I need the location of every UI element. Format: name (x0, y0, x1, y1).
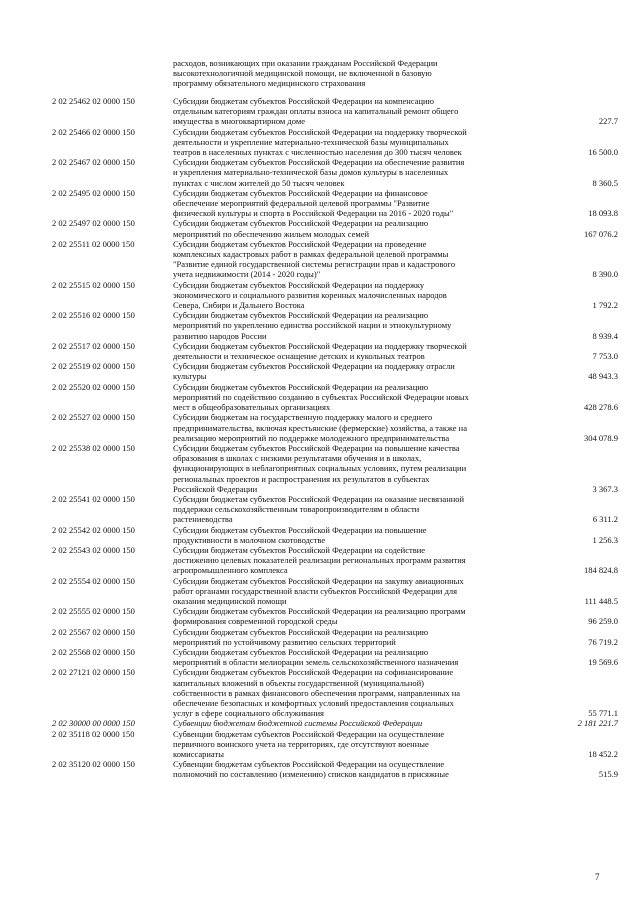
row-amount: 96 259.0 (588, 616, 618, 627)
description-line: Субсидии бюджетам субъектов Российской Федерации на компенсацию (173, 96, 434, 106)
description-line: работ органами государственной власти субъектов Российской Федерации для (173, 585, 458, 596)
description-line: Субсидии бюджетам субъектов Российской Федерации на обеспечение развития (173, 157, 465, 168)
description-line: Субвенции бюджетам бюджетной системы Российской Федерации (173, 718, 423, 729)
description-line: развитию народов России (173, 330, 267, 341)
budget-code: 2 02 25511 02 0000 150 (52, 238, 135, 249)
description-line: пунктах с числом жителей до 50 тысяч человек (173, 177, 345, 188)
row-amount: 1 792.2 (592, 300, 618, 311)
description-line: "Развитие единой государственной системы регистрации прав и кадастрового (173, 259, 456, 270)
description-line: культуры (173, 371, 207, 382)
description-line: Субсидии бюджетам субъектов Российской Федерации на повышение качества (173, 442, 460, 453)
description-line: Субсидии бюджетам субъектов Российской Федерации на содействие (173, 544, 426, 555)
row-description (173, 96, 525, 127)
description-line: Субсидии бюджетам субъектов Российской Федерации на реализацию (173, 218, 429, 229)
budget-code: 2 02 25538 02 0000 150 (52, 442, 135, 453)
table-row (38, 412, 618, 443)
row-description (173, 341, 525, 361)
description-line: Субсидии бюджетам субъектов Российской Федерации на финансовое (173, 187, 428, 198)
row-amount: 8 360.5 (592, 177, 618, 188)
row-amount: 111 448.5 (584, 595, 618, 606)
row-description (173, 729, 525, 760)
row-description (173, 718, 525, 728)
budget-code: 2 02 25567 02 0000 150 (52, 626, 135, 637)
budget-code: 2 02 35120 02 0000 150 (52, 759, 135, 770)
row-description (173, 525, 525, 545)
description-line: отдельным категориям граждан оплаты взноса на капитальный ремонт общего (173, 106, 459, 117)
budget-code: 2 02 35118 02 0000 150 (52, 728, 135, 739)
row-amount: 304 078.9 (584, 432, 618, 443)
table-row (38, 576, 618, 607)
description-line: имущества в многоквартирном доме (173, 116, 305, 127)
budget-code: 2 02 25520 02 0000 150 (52, 381, 135, 392)
budget-code: 2 02 25466 02 0000 150 (52, 126, 135, 137)
table-row (38, 239, 618, 280)
description-line: Субсидии бюджетам субъектов Российской Федерации на реализацию (173, 381, 429, 392)
description-line: мероприятий в области мелиорации земель сельскохозяйственного назначения (173, 657, 459, 668)
row-amount: 428 278.6 (584, 402, 618, 413)
description-line: продуктивности в молочном скотоводстве (173, 534, 326, 545)
description-line: Субвенции бюджетам субъектов Российской Федерации на осуществление (173, 759, 445, 770)
row-description (173, 667, 525, 718)
description-line: физической культуры и спорта в Российской Федерации на 2016 - 2020 годы" (173, 208, 454, 219)
table-row (38, 382, 618, 413)
row-amount: 184 824.8 (584, 565, 618, 576)
table-row (38, 718, 618, 728)
row-amount: 7 753.0 (592, 351, 618, 362)
budget-code: 2 02 25568 02 0000 150 (52, 646, 135, 657)
description-line: театров в населенных пунктах с численностью населения до 300 тысяч человек (173, 147, 462, 158)
budget-code: 2 02 25527 02 0000 150 (52, 412, 135, 423)
description-line: мероприятий по содействию созданию в субъектах Российской Федерации новых (173, 391, 469, 402)
row-description (173, 412, 525, 443)
budget-code: 2 02 25519 02 0000 150 (52, 361, 135, 372)
budget-code: 2 02 25515 02 0000 150 (52, 279, 135, 290)
row-description (173, 127, 525, 158)
budget-code: 2 02 25516 02 0000 150 (52, 310, 135, 321)
budget-code: 2 02 25541 02 0000 150 (52, 493, 135, 504)
intro-line: расходов, возникающих при оказании гражданам Российской Федерации (173, 58, 438, 68)
budget-code: 2 02 25554 02 0000 150 (52, 575, 135, 586)
row-description (173, 218, 525, 238)
description-line: экономического и социального развития коренных малочисленных народов (173, 289, 447, 300)
row-amount: 55 771.1 (588, 708, 618, 719)
budget-code: 2 02 25555 02 0000 150 (52, 606, 135, 617)
description-line: Субсидии бюджетам субъектов Российской Федерации на поддержку (173, 279, 425, 290)
row-description (173, 310, 525, 341)
row-description (173, 545, 525, 576)
description-line: Субсидии бюджетам субъектов Российской Федерации на поддержку творческой (173, 340, 467, 351)
row-amount: 3 367.3 (592, 483, 618, 494)
description-line: полномочий по составлению (изменению) списков кандидатов в присяжные (173, 769, 449, 780)
description-line: Субсидии бюджетам на государственную поддержку малого и среднего (173, 412, 433, 423)
table-row (38, 96, 618, 127)
description-line: образования в школах с низкими результатами обучения и в школах, (173, 453, 422, 464)
table-row (38, 606, 618, 626)
description-line: Субсидии бюджетам субъектов Российской Федерации на оказание несвязанной (173, 493, 465, 504)
table-row (38, 627, 618, 647)
table-row (38, 667, 618, 718)
table-row (38, 443, 618, 494)
row-amount: 18 093.8 (588, 208, 618, 219)
description-line: предпринимательства, включая крестьянские (фермерские) хозяйства, а также на (173, 422, 467, 433)
description-line: обеспечение безопасных и комфортных условий предоставления социальных (173, 697, 454, 708)
description-line: Субсидии бюджетам субъектов Российской Федерации на реализацию (173, 646, 429, 657)
description-line: деятельности и техническое оснащение детских и кукольных театров (173, 351, 425, 362)
row-amount: 2 181 221.7 (577, 718, 618, 729)
description-line: учета недвижимости (2014 - 2020 годы)" (173, 269, 321, 280)
row-description (173, 576, 525, 607)
table-row (38, 647, 618, 667)
budget-code: 2 02 25467 02 0000 150 (52, 157, 135, 168)
budget-code: 2 02 25517 02 0000 150 (52, 340, 135, 351)
description-line: собственности в рамках финансового обеспечения программ, направленных на (173, 687, 461, 698)
description-line: Субсидии бюджетам субъектов Российской Федерации на поддержку отрасли (173, 361, 455, 372)
description-line: капитальных вложений в объекты государственной (муниципальной) (173, 677, 424, 688)
description-line: региональных проектов и распространения их результатов в субъектах (173, 473, 430, 484)
description-line: агропромышленного комплекса (173, 565, 288, 576)
description-line: комиссариаты (173, 749, 224, 759)
table-row (38, 157, 618, 188)
description-line: обеспечение мероприятий федеральной целевой программы "Развитие (173, 198, 430, 209)
description-line: достижению целевых показателей реализации региональных программ развития (173, 555, 466, 566)
description-line: Севера, Сибири и Дальнего Востока (173, 300, 305, 311)
budget-code: 2 02 30000 00 0000 150 (52, 718, 135, 729)
row-description (173, 494, 525, 525)
row-amount: 8 939.4 (592, 330, 618, 341)
table-row (38, 545, 618, 576)
description-line: комплексных кадастровых работ в рамках федеральной целевой программы (173, 249, 449, 260)
table-row (38, 729, 618, 760)
description-line: первичного воинского учета на территориях, где отсутствуют военные (173, 738, 429, 749)
row-description (173, 606, 525, 626)
description-line: мест в общеобразовательных организациях (173, 402, 331, 413)
description-line: мероприятий по обеспечению жильем молодых семей (173, 228, 370, 239)
table-row (38, 525, 618, 545)
revenue-table (38, 96, 618, 780)
description-line: Субвенции бюджетам субъектов Российской Федерации на осуществление (173, 728, 445, 739)
row-amount: 19 569.6 (588, 657, 618, 668)
page-number: 7 (595, 872, 600, 882)
row-description (173, 647, 525, 667)
table-row (38, 494, 618, 525)
row-amount: 1 256.3 (592, 534, 618, 545)
row-description (173, 759, 525, 779)
description-line: Субсидии бюджетам субъектов Российской Федерации на софинансирование (173, 667, 454, 678)
budget-code: 2 02 25542 02 0000 150 (52, 524, 135, 535)
table-row (38, 310, 618, 341)
description-line: реализацию мероприятий по поддержке молодежного предпринимательства (173, 432, 450, 443)
description-line: Субсидии бюджетам субъектов Российской Федерации на повышение (173, 524, 427, 535)
row-description (173, 627, 525, 647)
intro-line: программу обязательного медицинского страхования (173, 78, 366, 89)
table-row (38, 280, 618, 311)
description-line: Субсидии бюджетам субъектов Российской Федерации на реализацию (173, 626, 429, 637)
description-line: мероприятий по устойчивому развитию сельских территорий (173, 636, 396, 647)
description-line: Субсидии бюджетам субъектов Российской Федерации на реализацию программ (173, 606, 466, 617)
description-line: услуг в сфере социального обслуживания (173, 708, 324, 719)
row-amount: 167 076.2 (584, 228, 618, 239)
row-description (173, 443, 525, 494)
budget-code: 2 02 27121 02 0000 150 (52, 667, 135, 678)
row-description (173, 157, 525, 188)
description-line: Субсидии бюджетам субъектов Российской Федерации на проведение (173, 238, 427, 249)
table-row (38, 759, 618, 779)
row-amount: 16 500.0 (588, 147, 618, 158)
intro-line: высокотехнологичной медицинской помощи, не включенной в базовую (173, 68, 432, 79)
budget-code: 2 02 25543 02 0000 150 (52, 544, 135, 555)
budget-code: 2 02 25462 02 0000 150 (52, 96, 135, 106)
description-line: Российской Федерации (173, 483, 258, 494)
budget-code: 2 02 25495 02 0000 150 (52, 187, 135, 198)
row-amount: 227.7 (598, 116, 618, 127)
intro-text (173, 58, 523, 89)
row-description (173, 280, 525, 311)
description-line: и укрепления материально-технической базы домов культуры в населенных (173, 167, 449, 178)
row-description (173, 382, 525, 413)
row-amount: 8 390.0 (592, 269, 618, 280)
row-amount: 48 943.3 (588, 371, 618, 382)
table-row (38, 361, 618, 381)
row-description (173, 188, 525, 219)
row-amount: 515.9 (598, 769, 618, 780)
description-line: растениеводства (173, 514, 233, 525)
table-row (38, 188, 618, 219)
row-description (173, 361, 525, 381)
description-line: Субсидии бюджетам субъектов Российской Федерации на поддержку творческой (173, 126, 467, 137)
description-line: деятельности и укрепление материально-технической базы муниципальных (173, 136, 449, 147)
description-line: оказания медицинской помощи (173, 595, 287, 606)
row-description (173, 239, 525, 280)
description-line: функционирующих в неблагоприятных социальных условиях, путем реализации (173, 463, 467, 474)
description-line: Субсидии бюджетам субъектов Российской Федерации на реализацию (173, 310, 429, 321)
description-line: формирования современной городской среды (173, 616, 338, 627)
description-line: Субсидии бюджетам субъектов Российской Федерации на закупку авиационных (173, 575, 464, 586)
table-row (38, 127, 618, 158)
row-amount: 76 719.2 (588, 636, 618, 647)
budget-code: 2 02 25497 02 0000 150 (52, 218, 135, 229)
table-row (38, 218, 618, 238)
table-row (38, 341, 618, 361)
row-amount: 18 452.2 (588, 749, 618, 759)
row-amount: 6 311.2 (592, 514, 618, 525)
description-line: поддержки сельскохозяйственным товаропроизводителям в области (173, 504, 420, 515)
description-line: мероприятий по укреплению единства российской нации и этнокультурному (173, 320, 452, 331)
